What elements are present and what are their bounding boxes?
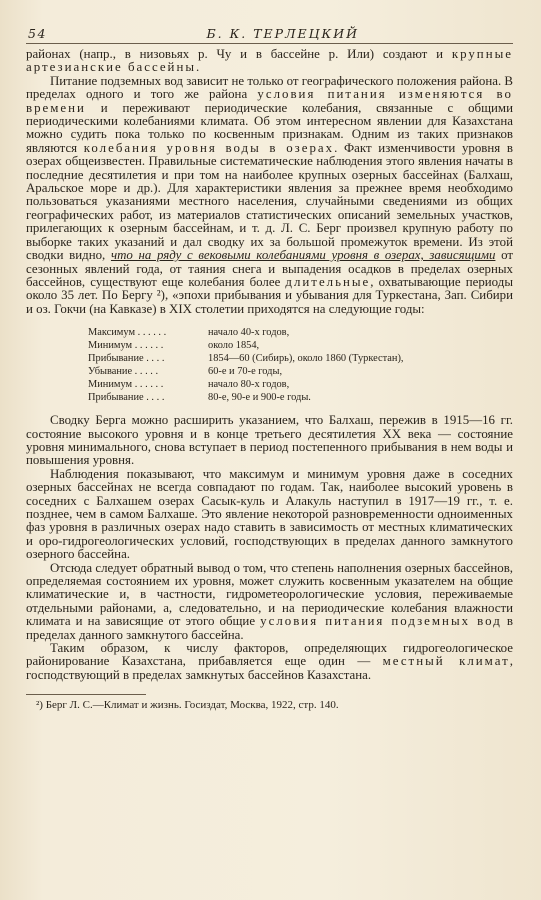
text-run: . Факт изменчивости уровня в озерах общеизвестен. Правильные систематические наблюдения этого явления начаты в последние десятилетия и при том на наиболее крупных озерных бассейнах (Балхаш, Аральское море и др.). Для характеристики явления за прежнее время необходимо пользоваться указаниями местного населения, случайными сведениями из общих географических работ, из материалов статистических описаний земельных участков, прилегающих к озерным бассейнам, и т. д. Л. С. Берг произвел крупную работу по выборке таких указаний и дал сводку их за большой промежуток времени. Из этой сводки видно, bbox=[26, 140, 513, 263]
row-value: начало 80-х годов, bbox=[208, 379, 290, 391]
table-row bbox=[88, 326, 513, 339]
table-row bbox=[88, 339, 513, 352]
row-value: 1854—60 (Сибирь), около 1860 (Туркестан), bbox=[208, 353, 404, 365]
page-body bbox=[26, 48, 513, 713]
table-row bbox=[88, 365, 513, 378]
paragraph-2 bbox=[26, 75, 513, 316]
text-run: и переживают периодические колебания, связанные с общими периодическими колебаниями климата. Об этом интересном явлении для Казахстана можно судить пока только по косвенным признакам. Одним из таких признаков являются bbox=[26, 100, 513, 155]
text-run: в пределах данного замкнутого бассейна. bbox=[26, 614, 513, 642]
table-row bbox=[88, 378, 513, 391]
table-row bbox=[88, 391, 513, 404]
paragraph-5 bbox=[26, 562, 513, 642]
spaced-text: колебания уровня воды в озерах bbox=[83, 140, 335, 155]
row-label: Минимум . . . . . . bbox=[88, 379, 164, 391]
italic-text: что на ряду с вековыми колебаниями уровня в озерах, зависящими bbox=[110, 248, 496, 263]
text-run: . bbox=[196, 60, 200, 75]
spaced-text: крупные артезианские бассейны bbox=[26, 47, 513, 75]
spaced-text: условия питания изменяются во времени bbox=[26, 87, 513, 115]
footnote-divider bbox=[26, 694, 146, 695]
row-value: около 1854, bbox=[208, 340, 260, 352]
text-run: Отсюда следует обратный вывод о том, что степень наполнения озерных бассейнов, определяемая состоянием их уровня, может служить косвенным указателем на общие климатические и, в частности, гидрометеорологические условия, переживаемые отдельными районами, а, следовательно, и на периодические колебания влажности климата и на зависящие от этого общие bbox=[26, 560, 513, 629]
text-run: , господствующий в пределах замкнутых бассейнов Казахстана. bbox=[26, 654, 513, 682]
paragraph-6 bbox=[26, 642, 513, 682]
spaced-text: местный климат bbox=[382, 654, 510, 669]
table-row bbox=[88, 352, 513, 365]
level-table bbox=[88, 326, 513, 404]
paragraph-4: Наблюдения показывают, что максимум и минимум уровня даже в соседних озерных бассейнах не всегда совпадают по годам. Так, наиболее высокий уровень в соседних с Балхашем озерах Сасык-куль и Алакуль наступил в 1917—19 гг., т. е. позднее, чем в самом Балхаше. Это явление некоторой разновременности одноименных фаз уровня в различных озерах надо ставить в зависимость от местных климатических и оро-гидрогеологических условий, господствующих в пределах данного замкнутого озерного бассейна. bbox=[26, 466, 513, 562]
row-value: начало 40-х годов, bbox=[208, 327, 290, 339]
row-label: Прибывание . . . . bbox=[88, 392, 165, 404]
row-value: 60-е и 70-е годы, bbox=[208, 366, 283, 378]
spaced-text: условия питания подземных вод bbox=[260, 614, 502, 629]
running-author: Б. К. ТЕРЛЕЦКИЙ bbox=[206, 26, 359, 41]
spaced-text: длительные bbox=[285, 274, 371, 289]
row-label: Минимум . . . . . . bbox=[88, 340, 164, 352]
text-run: Таким образом, к числу факторов, определяющих гидрогеологическое районирование Казахстана, прибавляется еще один — bbox=[26, 641, 513, 669]
footnote: ²) Берг Л. С.—Климат и жизнь. Госиздат, Москва, 1922, стр. 140. bbox=[36, 699, 339, 712]
row-label: Прибывание . . . . bbox=[88, 353, 165, 365]
text-run: Питание подземных вод зависит не только от географического положения района. В пределах одного и того же района bbox=[26, 73, 514, 102]
row-label: Убывание . . . . . bbox=[88, 366, 159, 378]
paragraph-3: Сводку Берга можно расширить указанием, что Балхаш, пережив в 1915—16 гг. состояние высокого уровня и в конце третьего десятилетия XX века — состояние уровня минимального, снова вступает в период постепенного прибывания в нем воды и повышения уровня. bbox=[26, 413, 513, 468]
text-run: , охватывающие периоды около 35 лет. По Бергу ²), «эпохи прибывания и убывания для Туркестана, Зап. Сибири и оз. Гокчи (на Кавказе) в XIX столетии приходятся на следующие годы: bbox=[26, 274, 513, 316]
row-label: Максимум . . . . . . bbox=[88, 327, 167, 339]
running-header bbox=[26, 26, 513, 44]
text-run: от сезонных явлений года, от таяния снега и выпадения осадков в пределах озерных бассейнов, существуют еще колебания более bbox=[26, 248, 513, 289]
text-run: районах (напр., в низовьях р. Чу и в бассейне р. Или) создают и bbox=[26, 47, 452, 61]
row-value: 80-е, 90-е и 900-е годы. bbox=[208, 392, 311, 404]
page-number: 54 bbox=[28, 26, 47, 41]
paragraph-1 bbox=[26, 48, 513, 75]
